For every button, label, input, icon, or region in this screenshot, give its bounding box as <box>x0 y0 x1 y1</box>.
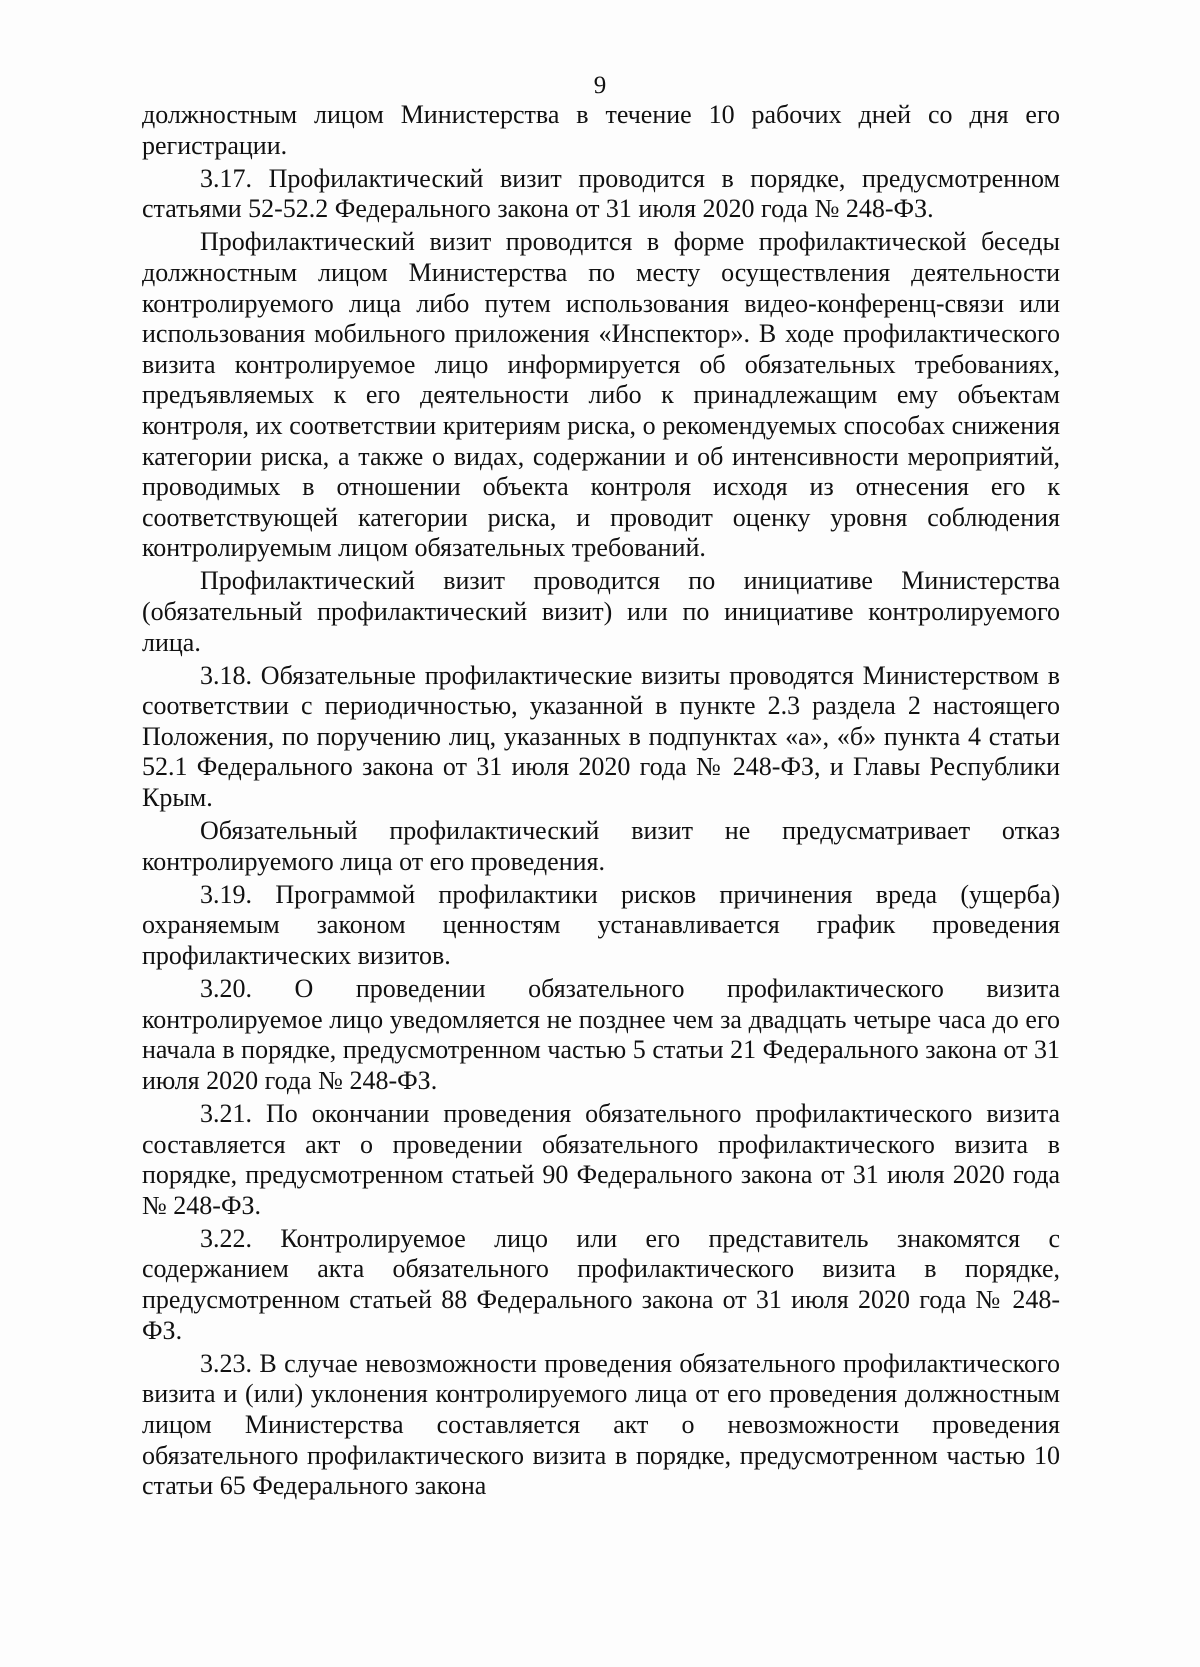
paragraph-continuation: должностным лицом Министерства в течение 10 рабочих дней со дня его регистрации. <box>142 100 1060 160</box>
paragraph-3-19: 3.19. Программой профилактики рисков причинения вреда (ущерба) охраняемым законом ценностям устанавливается график проведения профилактических визитов. <box>142 879 1060 971</box>
paragraph-mandatory-visit: Обязательный профилактический визит не предусматривает отказ контролируемого лица от его проведения. <box>142 816 1060 876</box>
paragraph-3-22: 3.22. Контролируемое лицо или его представитель знакомятся с содержанием акта обязательного профилактического визита в порядке, предусмотренном статьей 88 Федерального закона от 31 июля 2020 года № 248-ФЗ. <box>142 1223 1060 1345</box>
paragraph-visit-initiative: Профилактический визит проводится по инициативе Министерства (обязательный профилактический визит) или по инициативе контролируемого лица. <box>142 566 1060 657</box>
paragraph-3-21: 3.21. По окончании проведения обязательного профилактического визита составляется акт о проведении обязательного профилактического визита в порядке, предусмотренном статьей 90 Федерального закона от 31 июля 2020 года № 248-ФЗ. <box>142 1099 1060 1220</box>
document-body <box>142 100 1060 1504</box>
paragraph-3-18: 3.18. Обязательные профилактические визиты проводятся Министерством в соответствии с периодичностью, указанной в пункте 2.3 раздела 2 настоящего Положения, по поручению лиц, указанных в подпунктах «а», «б» пункта 4 статьи 52.1 Федерального закона от 31 июля 2020 года № 248-ФЗ, и Главы Республики Крым. <box>142 660 1060 813</box>
paragraph-3-20: 3.20. О проведении обязательного профилактического визита контролируемое лицо уведомляется не позднее чем за двадцать четыре часа до его начала в порядке, предусмотренном частью 5 статьи 21 Федерального закона от 31 июля 2020 года № 248-ФЗ. <box>142 974 1060 1095</box>
paragraph-3-17: 3.17. Профилактический визит проводится в порядке, предусмотренном статьями 52-52.2 Федерального закона от 31 июля 2020 года № 248-ФЗ. <box>142 163 1060 224</box>
paragraph-visit-form: Профилактический визит проводится в форме профилактической беседы должностным лицом Министерства по месту осуществления деятельности контролируемого лица либо путем использования видео-конференц-связи или использования мобильного приложения «Инспектор». В ходе профилактического визита контролируемое лицо информируется об обязательных требованиях, предъявляемых к его деятельности либо к принадлежащим ему объектам контроля, их соответствии критериям риска, о рекомендуемых способах снижения категории риска, а также о видах, содержании и об интенсивности мероприятий, проводимых в отношении объекта контроля исходя из отнесения его к соответствующей категории риска, и проводит оценку уровня соблюдения контролируемым лицом обязательных требований. <box>142 227 1060 563</box>
page-number: 9 <box>593 72 607 99</box>
paragraph-3-23: 3.23. В случае невозможности проведения обязательного профилактического визита и (или) уклонения контролируемого лица от его проведения должностным лицом Министерства составляется акт о невозможности проведения обязательного профилактического визита в порядке, предусмотренном частью 10 статьи 65 Федерального закона <box>142 1348 1060 1501</box>
